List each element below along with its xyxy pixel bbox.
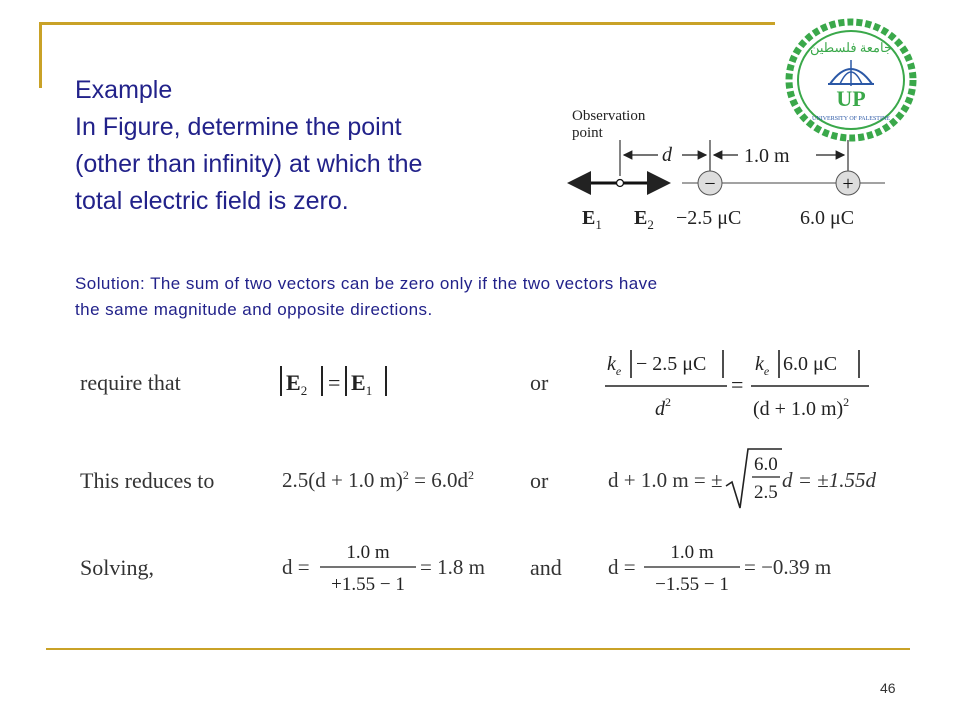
observation-label: Observation xyxy=(572,108,646,124)
svg-text:d2: $d^2$ xyxy=(655,395,671,420)
solve2-lhs: d = xyxy=(608,555,636,579)
solution-line: Solution: The sum of two vectors can be zero only if the two vectors have xyxy=(75,274,658,293)
magnitude-equation xyxy=(278,362,398,402)
solve2-rhs: = −0.39 m xyxy=(744,555,832,579)
reduced-equation: 2.5(d + 1.0 $m)^2 = 6.0d^2$ xyxy=(282,468,475,492)
solution-text xyxy=(75,271,875,323)
svg-text:−: − xyxy=(704,173,716,195)
svg-text:2.5: 2.5 xyxy=(754,482,778,503)
root-rhs: d = ±1.55d xyxy=(782,468,876,492)
svg-text:=: = xyxy=(328,370,341,395)
svg-text:1.0 m: 1.0 m xyxy=(346,542,390,563)
negative-charge-value: −2.5 μC xyxy=(676,207,742,229)
logo-initials: UP xyxy=(836,86,866,111)
positive-charge xyxy=(836,171,860,195)
row1-label: require that xyxy=(80,370,181,395)
row3-connector: and xyxy=(530,555,562,580)
observation-label: point xyxy=(572,125,603,141)
distance-d-label: d xyxy=(662,144,672,166)
solve1-lhs: d = xyxy=(282,555,310,579)
top-rule xyxy=(40,22,775,25)
charge-diagram xyxy=(560,100,885,240)
svg-text:ke: $k_e$ xyxy=(755,353,770,378)
svg-text:6.0 μC: 6.0 μC xyxy=(783,353,838,375)
distance-1m-label: 1.0 m xyxy=(744,145,790,167)
root-lhs: d + 1.0 m = ± xyxy=(608,468,723,492)
solution-line: the same magnitude and opposite directions. xyxy=(75,300,433,319)
question-line: In Figure, determine the point xyxy=(75,113,402,141)
logo-english-text: UNIVERSITY OF PALESTINE xyxy=(812,116,890,122)
svg-text:− 2.5 μC: − 2.5 μC xyxy=(636,353,707,375)
svg-text:E2: $E_2$ xyxy=(634,207,654,232)
vector-e2-label: E xyxy=(634,207,648,229)
coulomb-ratio-equation xyxy=(603,340,878,435)
bottom-rule xyxy=(46,648,910,650)
svg-text:E1: $E_1$ xyxy=(351,370,373,398)
negative-charge xyxy=(698,171,722,195)
example-block xyxy=(75,72,545,220)
example-title: Example xyxy=(75,76,173,104)
row3-label: Solving, xyxy=(80,555,154,580)
svg-text:1.0 m: 1.0 m xyxy=(670,542,714,563)
svg-text:E2: $E_2$ xyxy=(286,370,308,398)
positive-charge-value: 6.0 μC xyxy=(800,207,855,229)
svg-text:+: + xyxy=(842,173,854,195)
svg-text:−1.55 − 1: −1.55 − 1 xyxy=(655,574,729,595)
solve1-fraction xyxy=(318,538,418,602)
logo-arabic-text: جامعة فلسطين xyxy=(809,40,893,55)
row2-label: This reduces to xyxy=(80,468,215,493)
observation-point xyxy=(617,180,624,187)
svg-text:E1: $E_1$ xyxy=(582,207,602,232)
svg-text:6.0: 6.0 xyxy=(754,454,778,475)
sqrt-fraction xyxy=(724,446,784,512)
left-rule xyxy=(39,22,42,88)
question-line: (other than infinity) at which the xyxy=(75,150,423,178)
svg-text:ke: $k_e$ xyxy=(607,353,622,378)
svg-text:+1.55 − 1: +1.55 − 1 xyxy=(331,574,405,595)
page-number: 46 xyxy=(880,680,896,696)
question-line: total electric field is zero. xyxy=(75,187,349,215)
svg-text:(d + 1.0 m)2: (d + 1.0 m)$^2$ xyxy=(753,395,850,420)
vector-e1-label: E xyxy=(582,207,596,229)
row2-connector: or xyxy=(530,468,549,493)
row1-connector: or xyxy=(530,370,549,395)
solve1-rhs: = 1.8 m xyxy=(420,555,485,579)
solve2-fraction xyxy=(642,538,742,602)
svg-text:=: = xyxy=(731,372,744,397)
